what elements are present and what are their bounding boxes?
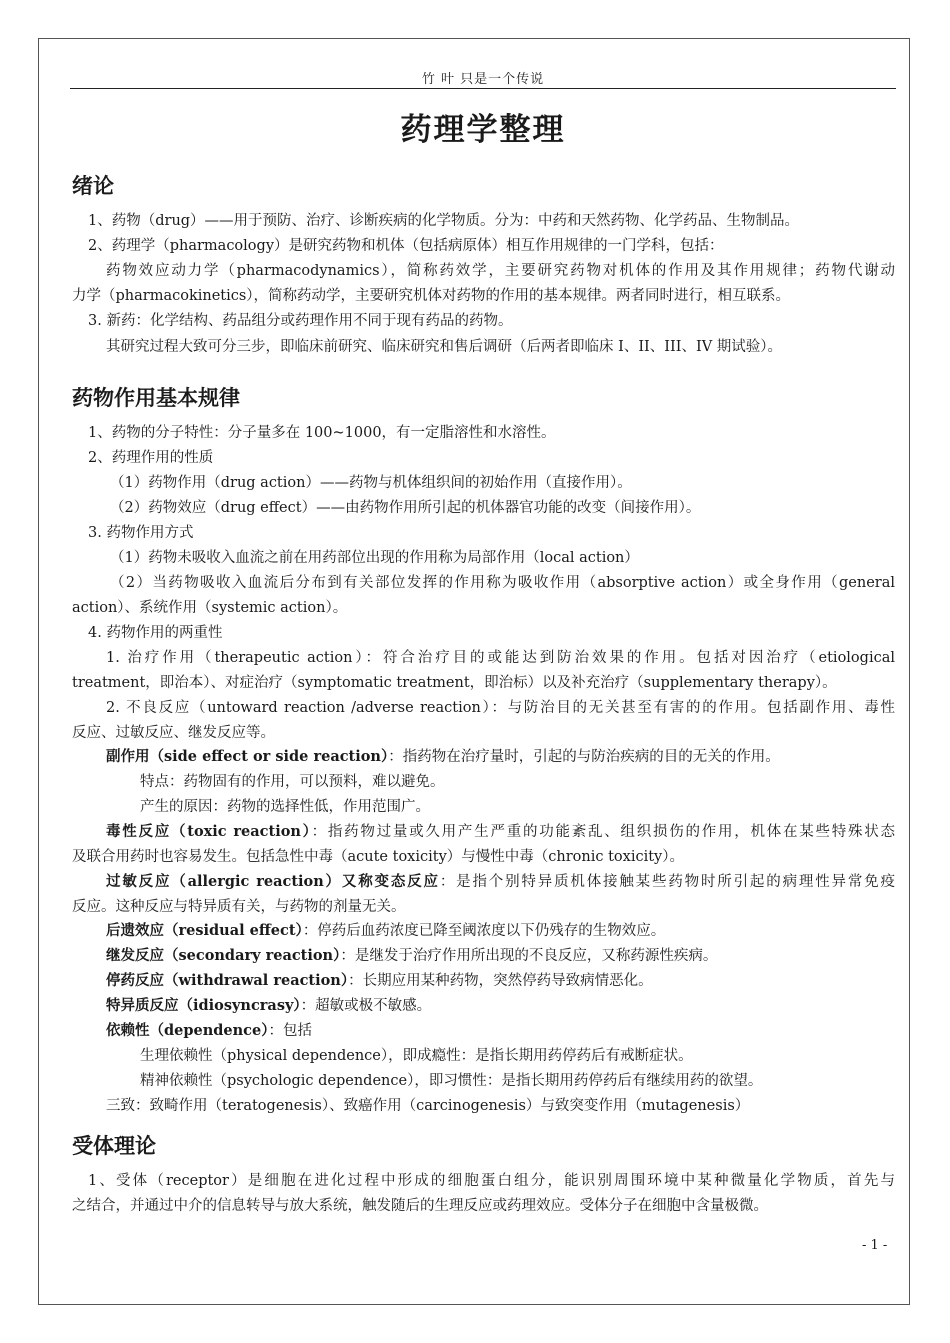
side-effect-definition: ：指药物在治疗量时，引起的与防治疾病的目的无关的作用。 bbox=[388, 749, 780, 765]
toxic-reaction-term: 毒性反应（toxic reaction） bbox=[106, 823, 312, 840]
idiosyncrasy-line bbox=[106, 996, 431, 1016]
page-number: - 1 - bbox=[862, 1238, 888, 1253]
rules-line-4: （2）药物效应（drug effect）——由药物作用所引起的机体器官功能的改变（间接作用）。 bbox=[110, 500, 701, 516]
rules-line-2: 2、药理作用的性质 bbox=[88, 450, 214, 466]
rules-line-6: （1）药物未吸收入血流之前在用药部位出现的作用称为局部作用（local action） bbox=[110, 550, 639, 566]
residual-effect-line bbox=[106, 921, 665, 941]
rules-line-5: 3. 药物作用方式 bbox=[88, 525, 194, 541]
side-effect-line bbox=[106, 747, 780, 767]
document-title: 药理学整理 bbox=[400, 112, 566, 148]
rules-line-10a: 2. 不良反应（untoward reaction /adverse reaction）：与防治目的无关甚至有害的的作用。包括副作用、毒性 bbox=[106, 700, 895, 716]
section-heading-intro: 绪论 bbox=[72, 174, 114, 198]
receptor-line-1a: 1、受体（receptor）是细胞在进化过程中形成的细胞蛋白组分，能识别周围环境中某种微量化学物质，首先与 bbox=[88, 1173, 895, 1189]
side-effect-features: 特点：药物固有的作用，可以预料，难以避免。 bbox=[140, 774, 445, 790]
secondary-reaction-line bbox=[106, 946, 717, 966]
three-effects-line: 三致：致畸作用（teratogenesis）、致癌作用（carcinogenesis）与致突变作用（mutagenesis） bbox=[106, 1098, 750, 1114]
intro-paragraph-3a: 药物效应动力学（pharmacodynamics），简称药效学，主要研究药物对机体的作用及其作用规律；药物代谢动 bbox=[106, 263, 895, 279]
rules-line-10b: 反应、过敏反应、继发反应等。 bbox=[72, 725, 275, 741]
rules-line-7b: action）、系统作用（systemic action）。 bbox=[72, 600, 348, 616]
intro-paragraph-5: 其研究过程大致可分三步，即临床前研究、临床研究和售后调研（后两者即临床 I、II、III、IV 期试验）。 bbox=[106, 339, 783, 355]
rules-line-1: 1、药物的分子特性：分子量多在 100~1000，有一定脂溶性和水溶性。 bbox=[88, 425, 556, 441]
residual-effect-term: 后遗效应（residual effect） bbox=[106, 922, 303, 939]
physical-dependence-line: 生理依赖性（physical dependence），即成瘾性：是指长期用药停药后有戒断症状。 bbox=[140, 1048, 693, 1064]
dependence-definition: ：包括 bbox=[268, 1023, 312, 1039]
intro-paragraph-4: 3. 新药：化学结构、药品组分或药理作用不同于现有药品的药物。 bbox=[88, 313, 513, 329]
section-heading-receptor: 受体理论 bbox=[72, 1134, 156, 1158]
allergic-reaction-line bbox=[106, 872, 895, 892]
rules-line-9b: treatment，即治本）、对症治疗（symptomatic treatment，即治标）以及补充治疗（supplementary therapy）。 bbox=[72, 675, 837, 691]
withdrawal-reaction-term: 停药反应（withdrawal reaction） bbox=[106, 972, 349, 989]
allergic-reaction-line-2: 反应。这种反应与特异质有关，与药物的剂量无关。 bbox=[72, 899, 406, 915]
running-header: 竹 叶 只是一个传说 bbox=[421, 72, 545, 87]
toxic-reaction-definition: ：指药物过量或久用产生严重的功能紊乱、组织损伤的作用，机体在某些特殊状态 bbox=[311, 824, 895, 840]
intro-paragraph-1: 1、药物（drug）——用于预防、治疗、诊断疾病的化学物质。分为：中药和天然药物、化学药品、生物制品。 bbox=[88, 213, 800, 229]
side-effect-term: 副作用（side effect or side reaction） bbox=[106, 748, 389, 765]
rules-line-3: （1）药物作用（drug action）——药物与机体组织间的初始作用（直接作用）。 bbox=[110, 475, 632, 491]
idiosyncrasy-term: 特异质反应（idiosyncrasy） bbox=[106, 997, 301, 1014]
toxic-reaction-line-2: 及联合用药时也容易发生。包括急性中毒（acute toxicity）与慢性中毒（chronic toxicity）。 bbox=[72, 849, 684, 865]
rules-line-8: 4. 药物作用的两重性 bbox=[88, 625, 223, 641]
secondary-reaction-term: 继发反应（secondary reaction） bbox=[106, 947, 341, 964]
allergic-reaction-definition: ：是指个别特异质机体接触某些药物时所引起的病理性异常免疫 bbox=[439, 874, 895, 890]
secondary-reaction-definition: ：是继发于治疗作用所出现的不良反应，又称药源性疾病。 bbox=[340, 948, 718, 964]
residual-effect-definition: ：停药后血药浓度已降至阈浓度以下仍残存的生物效应。 bbox=[302, 923, 666, 939]
rules-line-7a: （2）当药物吸收入血流后分布到有关部位发挥的作用称为吸收作用（absorptive action）或全身作用（general bbox=[110, 575, 895, 591]
intro-paragraph-2: 2、药理学（pharmacology）是研究药物和机体（包括病原体）相互作用规律的一门学科，包括： bbox=[88, 238, 724, 254]
intro-paragraph-3b: 力学（pharmacokinetics），简称药动学，主要研究机体对药物的作用的基本规律。两者同时进行，相互联系。 bbox=[72, 288, 791, 304]
dependence-line bbox=[106, 1021, 312, 1041]
dependence-term: 依赖性（dependence） bbox=[106, 1022, 269, 1039]
receptor-line-1b: 之结合，并通过中介的信息转导与放大系统，触发随后的生理反应或药理效应。受体分子在细胞中含量极微。 bbox=[72, 1198, 768, 1214]
section-heading-rules: 药物作用基本规律 bbox=[72, 386, 240, 410]
allergic-reaction-term: 过敏反应（allergic reaction）又称变态反应 bbox=[106, 873, 440, 890]
header-rule bbox=[70, 88, 896, 89]
withdrawal-reaction-line bbox=[106, 971, 653, 991]
psychologic-dependence-line: 精神依赖性（psychologic dependence），即习惯性：是指长期用药停药后有继续用药的欲望。 bbox=[140, 1073, 763, 1089]
side-effect-causes: 产生的原因：药物的选择性低，作用范围广。 bbox=[140, 799, 430, 815]
withdrawal-reaction-definition: ：长期应用某种药物，突然停药导致病情恶化。 bbox=[348, 973, 653, 989]
idiosyncrasy-definition: ：超敏或极不敏感。 bbox=[300, 998, 432, 1014]
rules-line-9a: 1. 治疗作用（therapeutic action）：符合治疗目的或能达到防治效果的作用。包括对因治疗（etiological bbox=[106, 650, 895, 666]
toxic-reaction-line bbox=[106, 822, 895, 842]
